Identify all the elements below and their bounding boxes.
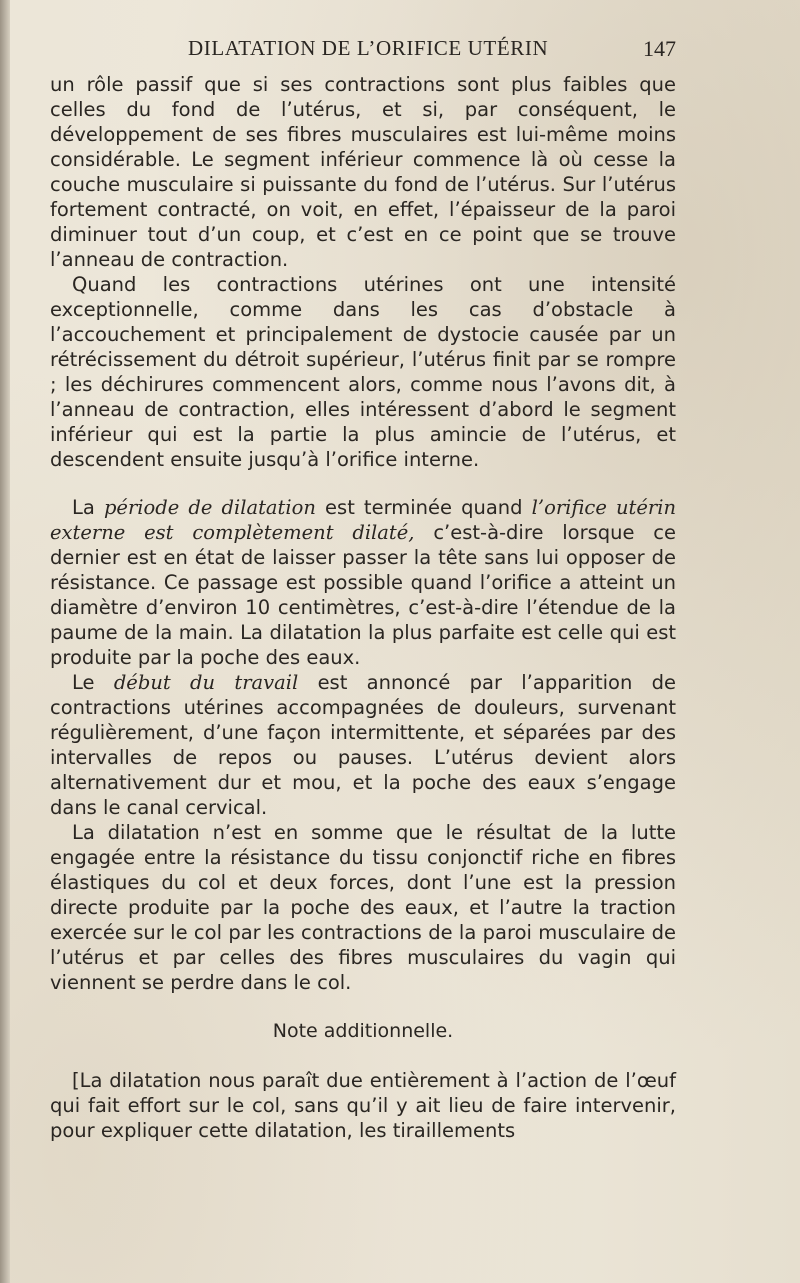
paragraph-5: La dilatation n’est en somme que le résultat de la lutte engagée entre la résistance du tissu conjonctif riche en fibres élastiques du col et deux forces, dont l’une est la pression directe produite par la poche des eaux, et l’autre la traction exercée sur le col par les contractions de la paroi musculaire de l’utérus et par celles des fibres musculaires du vagin qui viennent se perdre dans le col. (50, 821, 676, 994)
note-title: Note additionnelle. (272, 1020, 454, 1042)
paragraph-3-lead: La (72, 496, 95, 519)
running-title: DILATATION DE L’ORIFICE UTÉRIN (188, 36, 549, 60)
page-binding-shadow (0, 0, 10, 1283)
paragraph-4-lead: Le (72, 671, 95, 694)
emphasis-periode-de-dilatation: période de dilatation (103, 496, 316, 519)
paragraph-2: Quand les contractions utérines ont une intensité exceptionnelle, comme dans les cas d’obstacle à l’accouchement et principalement de dystocie causée par un rétrécissement du détroit supérieur, l’utérus finit par se rompre ; les déchirures commencent alors, comme nous l’avons dit, à l’anneau de contraction, elles intéressent d’abord le segment inférieur qui est la partie la plus amincie de l’utérus, et descendent ensuite jusqu’à l’orifice interne. (50, 273, 676, 471)
body-text (50, 72, 676, 1143)
paragraph-1: un rôle passif que si ses contractions sont plus faibles que celles du fond de l’utérus, et si, par conséquent, le développement de ses fibres musculaires est lui-même moins considérable. Le segment inférieur commence là où cesse la couche musculaire si puissante du fond de l’utérus. Sur l’utérus fortement contracté, on voit, en effet, l’épaisseur de la paroi diminuer tout d’un coup, et c’est en ce point que se trouve l’anneau de contraction. (50, 73, 676, 271)
paragraph-3-mid: est terminée quand (325, 496, 523, 519)
emphasis-debut-du-travail: début du travail (113, 671, 299, 694)
emphasis-orifice-dilate: l’orifice utérin externe est complètement dilaté, (50, 496, 677, 544)
paragraph-4 (50, 670, 676, 820)
page-header (50, 34, 678, 66)
paragraph-4-rest: est annoncé par l’apparition de contractions utérines accompagnées de douleurs, survenant régulièrement, d’une façon intermittente, et séparées par des intervalles de repos ou pauses. L’utérus devient alors alternativement dur et mou, et la poche des eaux s’engage dans le canal cervical. (50, 671, 676, 819)
page-number: 147 (643, 36, 676, 61)
paragraph-6: [La dilatation nous paraît due entièrement à l’action de l’œuf qui fait effort sur le col, sans qu’il y ait lieu de faire intervenir, pour expliquer cette dilatation, les tiraillements (50, 1069, 676, 1142)
paragraph-3-rest: c’est-à-dire lorsque ce dernier est en état de laisser passer la tête sans lui opposer de résistance. Ce passage est possible quand l’orifice a atteint un diamètre d’environ 10 centimètres, c’est-à-dire l’étendue de la paume de la main. La dilatation la plus parfaite est celle qui est produite par la poche des eaux. (50, 521, 677, 669)
paragraph-3 (50, 495, 676, 670)
